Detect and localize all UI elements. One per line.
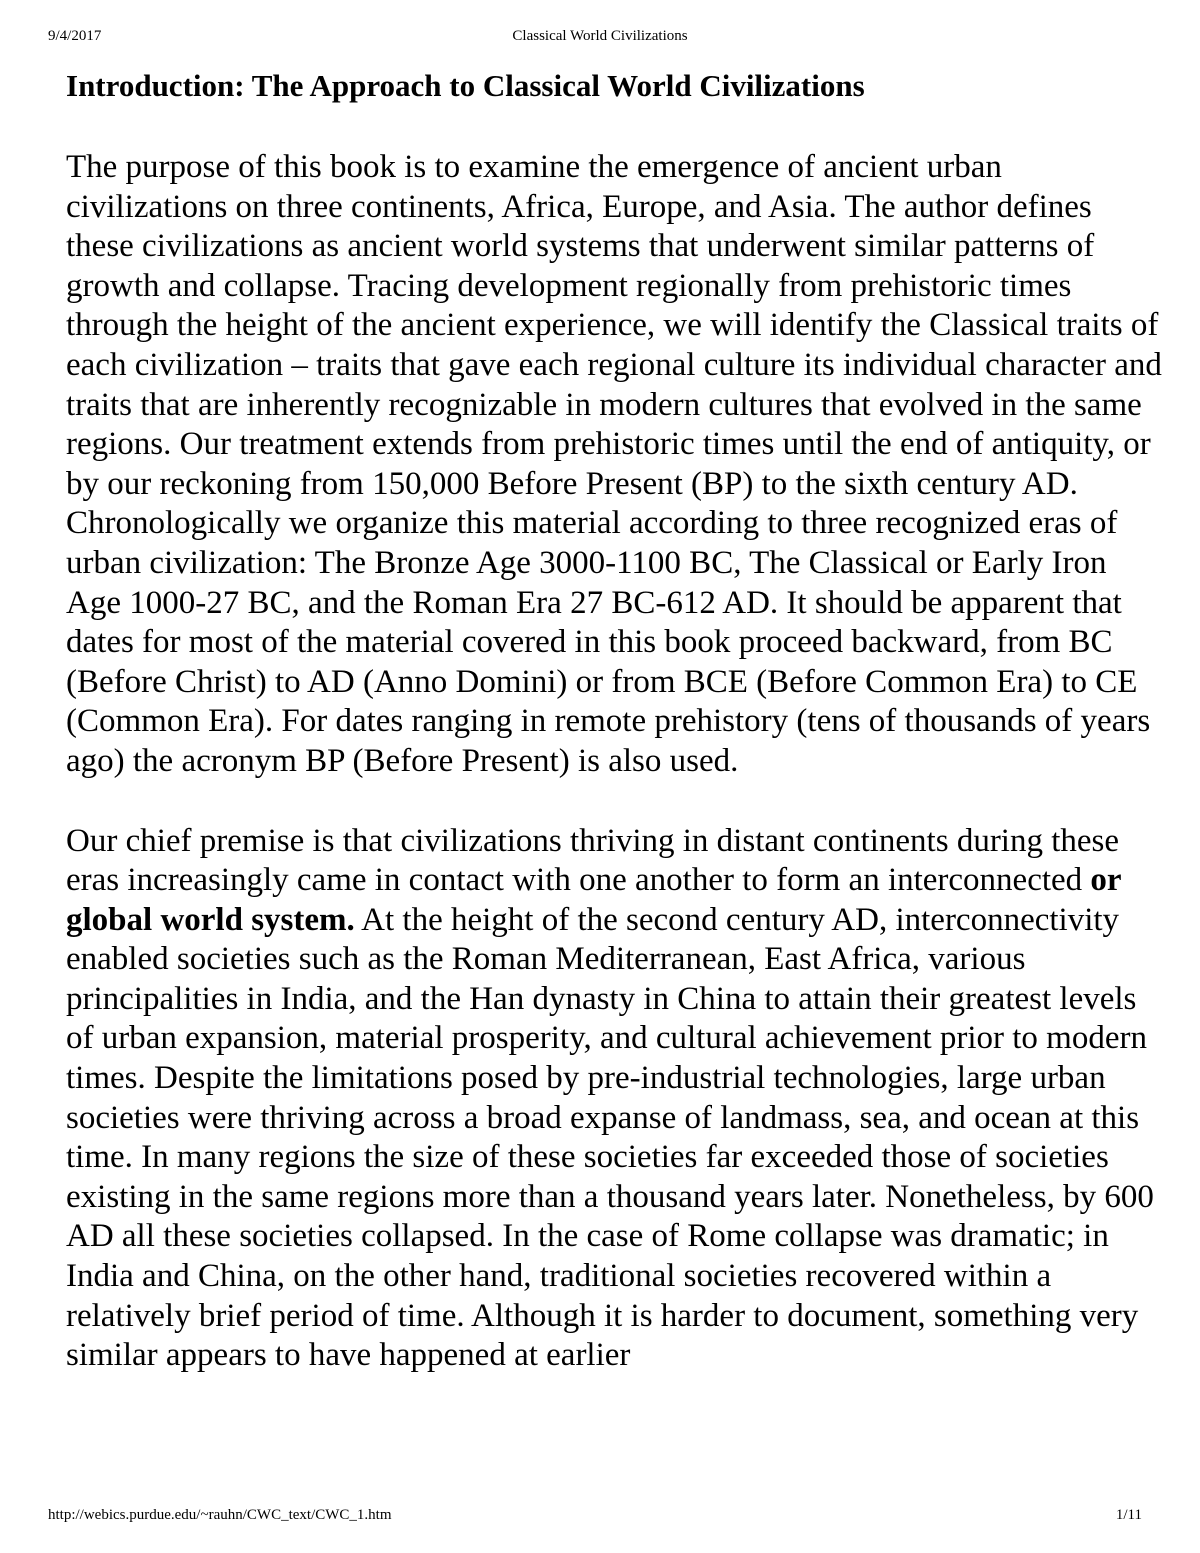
paragraph-premise-bold: or global world system. — [66, 862, 1121, 938]
page-footer — [48, 1507, 1152, 1531]
paragraph-premise — [66, 822, 1166, 1376]
paragraph-premise-text-2: At the height of the second century AD, interconnectivity enabled societies such as the Roman Mediterranean, East Africa, various principalities in India, and the Han dynasty in China to attain their greatest levels of urban expansion, material prosperity, and cultural achievement prior to modern times. Despite the limitations posed by pre-industrial technologies, large urban societies were thriving across a broad expanse of landmass, sea, and ocean at this time. In many regions the size of these societies far exceeded those of societies existing in the same regions more than a thousand years later. Nonetheless, by 600 AD all these societies collapsed. In the case of Rome collapse was dramatic; in India and China, on the other hand, traditional societies recovered within a relatively brief period of time. Although it is harder to document, something very similar appears to have happened at earlier — [66, 901, 1154, 1374]
print-date: 9/4/2017 — [48, 28, 102, 44]
paragraph-premise-text-1: Our chief premise is that civilizations thriving in distant continents during these eras increasingly came in contact with one another to form an interconnected — [66, 822, 1120, 899]
page-header — [48, 28, 1152, 52]
article-content — [66, 64, 1166, 1376]
source-url: http://webics.purdue.edu/~rauhn/CWC_text/CWC_1.htm — [48, 1507, 392, 1523]
page-number: 1/11 — [1115, 1507, 1142, 1523]
document-title: Classical World Civilizations — [512, 28, 688, 44]
paragraph-purpose: The purpose of this book is to examine the emergence of ancient urban civilizations on three continents, Africa, Europe, and Asia. The author defines these civilizations as ancient world systems that underwent similar patterns of growth and collapse. Tracing development regionally from prehistoric times through the height of the ancient experience, we will identify the Classical traits of each civilization – traits that gave each regional culture its individual character and traits that are inherently recognizable in modern cultures that evolved in the same regions. Our treatment extends from prehistoric times until the end of antiquity, or by our reckoning from 150,000 Before Present (BP) to the sixth century AD. Chronologically we organize this material according to three recognized eras of urban civilization: The Bronze Age 3000-1100 BC, The Classical or Early Iron Age 1000-27 BC, and the Roman Era 27 BC-612 AD. It should be apparent that dates for most of the material covered in this book proceed backward, from BC (Before Christ) to AD (Anno Domini) or from BCE (Before Common Era) to CE (Common Era). For dates ranging in remote prehistory (tens of thousands of years ago) the acronym BP (Before Present) is also used. — [66, 149, 1162, 779]
article-heading: Introduction: The Approach to Classical World Civilizations — [66, 68, 865, 103]
